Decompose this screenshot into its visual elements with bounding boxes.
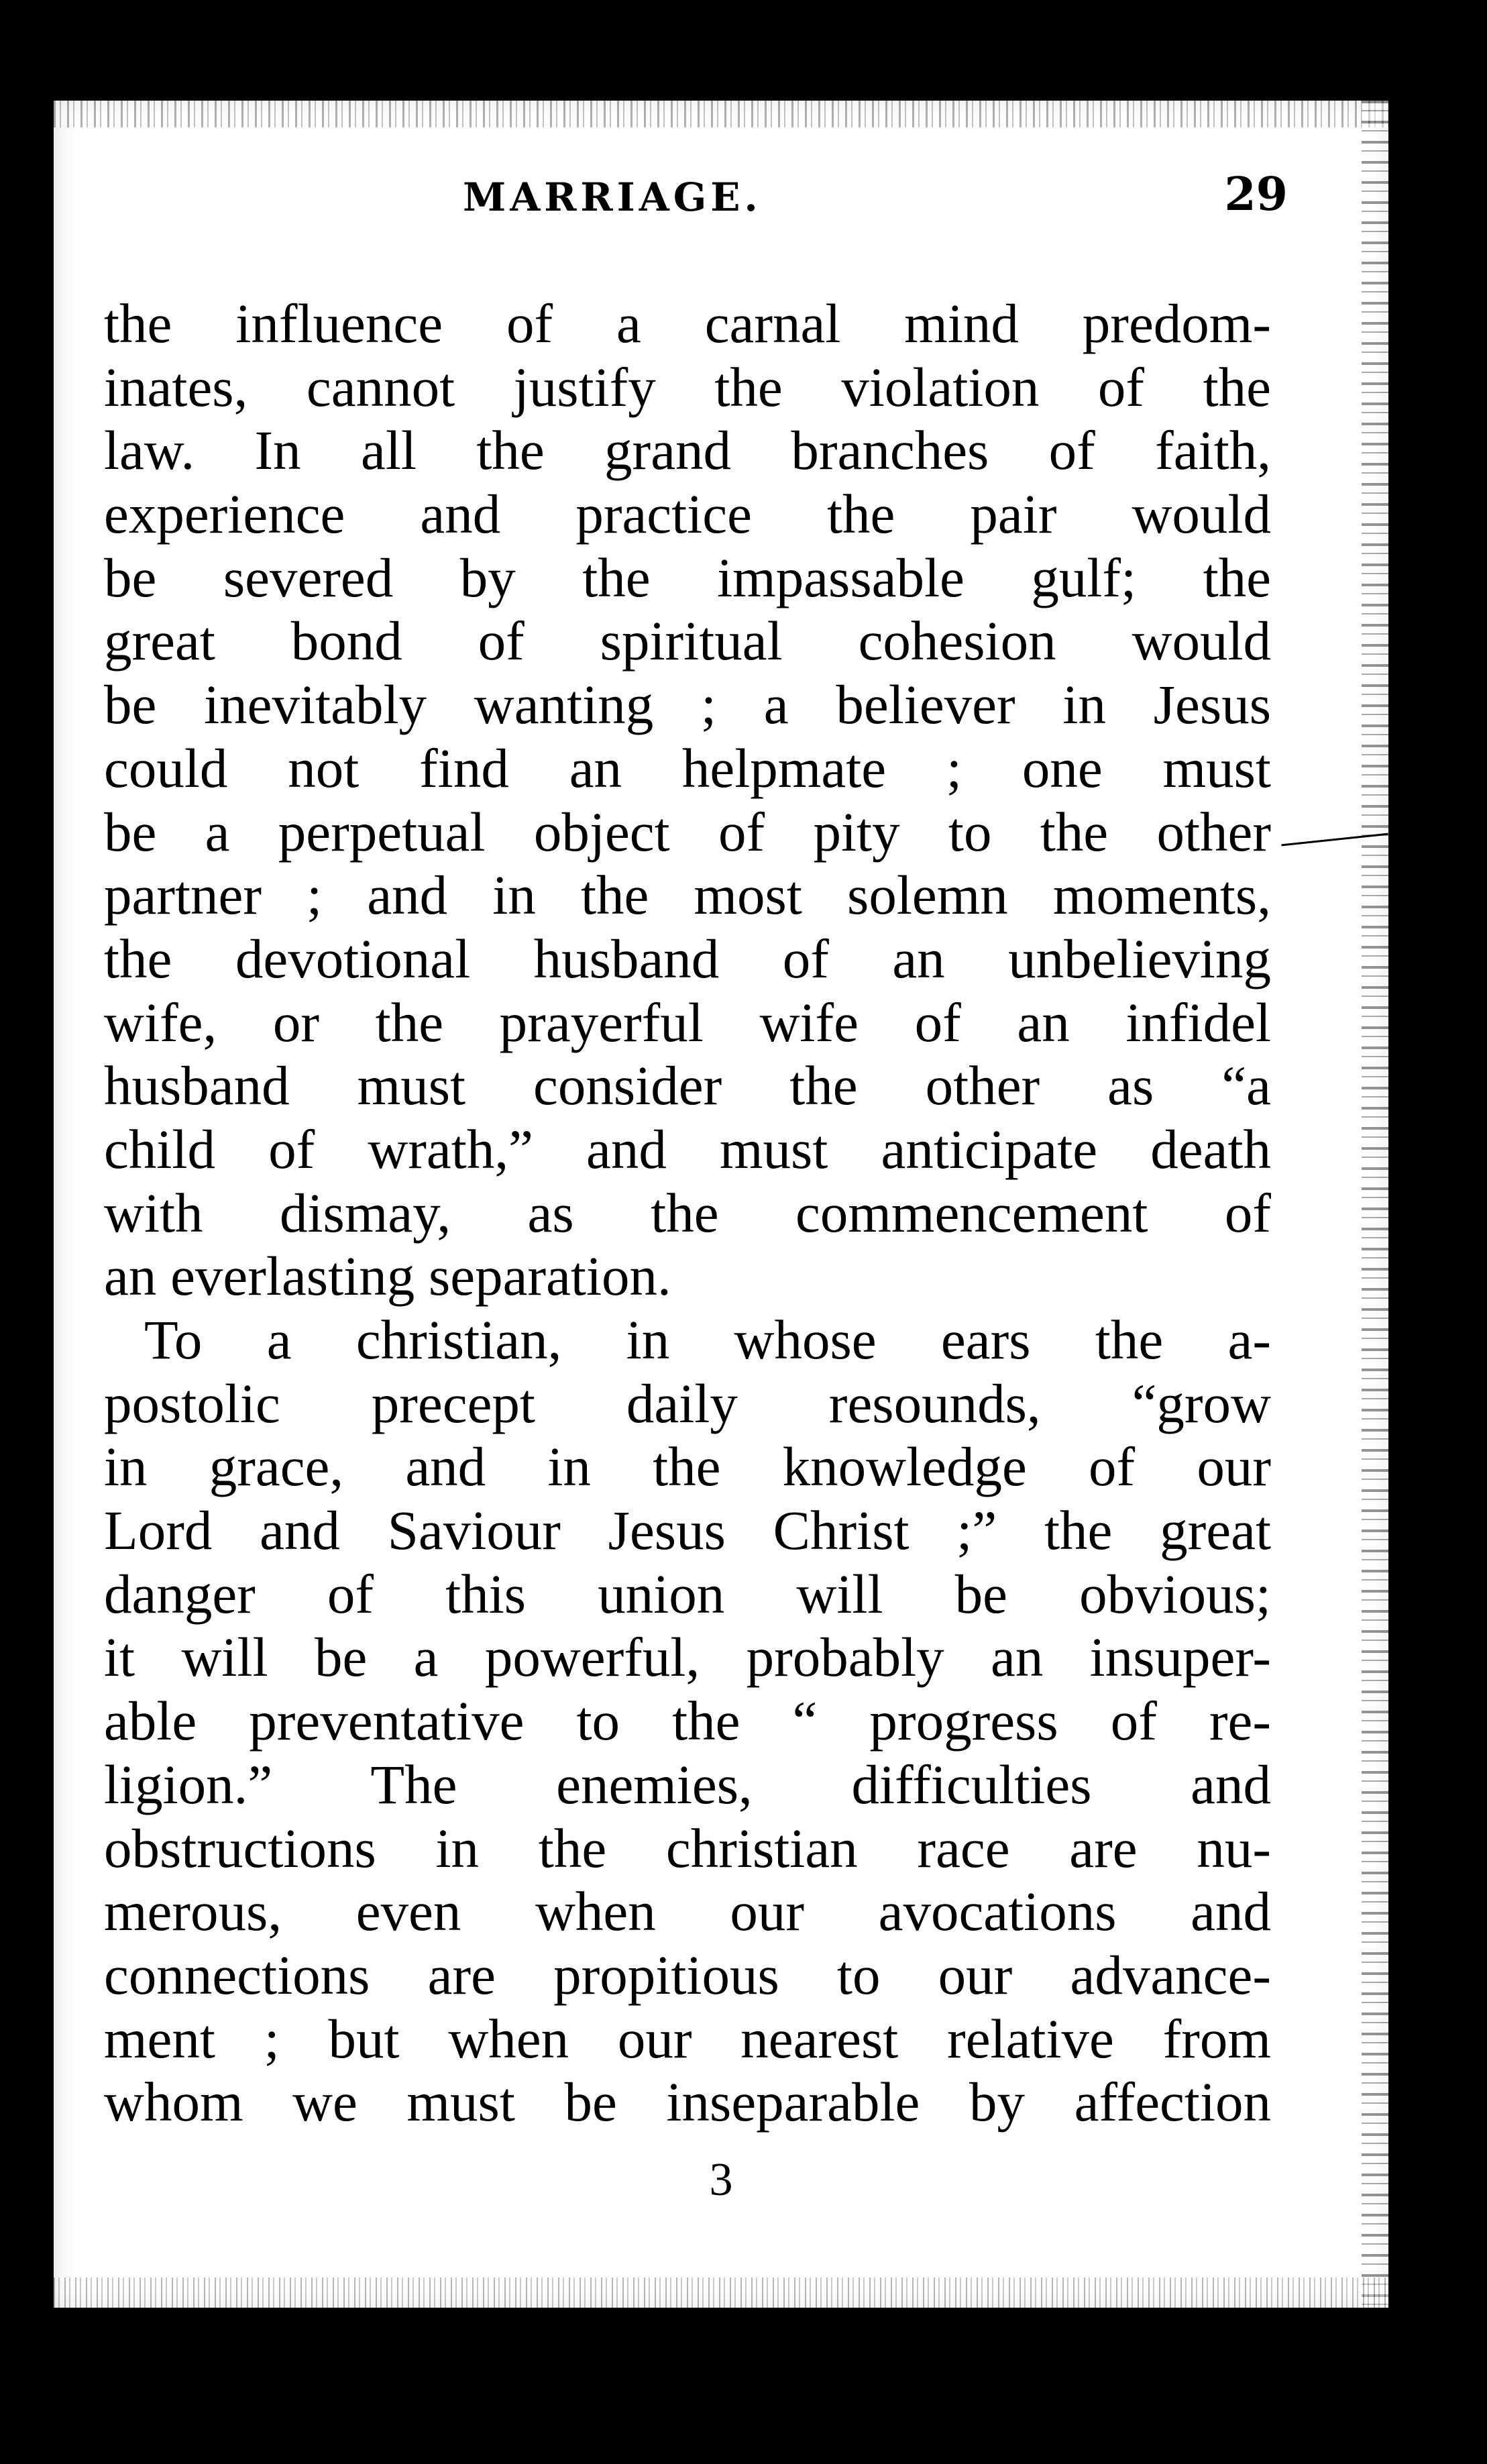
body-text [104,292,1271,2134]
book-page [54,101,1388,2308]
text-line: it will be a powerful, probably an insuper- [104,1626,1271,1689]
page-number: 29 [1224,168,1288,221]
text-line: be inevitably wanting ; a believer in Jesus [104,674,1271,736]
text-line: husband must consider the other as “a [104,1055,1271,1117]
text-line: able preventative to the “ progress of re- [104,1690,1271,1752]
text-line: with dismay, as the commencement of [104,1181,1271,1244]
text-line: partner ; and in the most solemn moments, [104,864,1271,926]
text-line: Lord and Saviour Jesus Christ ;” the great [104,1499,1271,1562]
text-line: great bond of spiritual cohesion would [104,610,1271,672]
running-head: MARRIAGE. [463,174,762,220]
page-edge [1362,101,1388,2308]
text-line: wife, or the prayerful wife of an infidel [104,991,1271,1053]
text-line: law. In all the grand branches of faith, [104,419,1271,482]
text-line: ligion.” The enemies, difficulties and [104,1753,1271,1815]
text-line: merous, even when our avocations and [104,1880,1271,1943]
text-line: be severed by the impassable gulf; the [104,546,1271,608]
text-line: in grace, and in the knowledge of our [104,1436,1271,1498]
text-line: be a perpetual object of pity to the other [104,800,1271,863]
text-line: inates, cannot justify the violation of the [104,356,1271,418]
text-line: child of wrath,” and must anticipate death [104,1118,1271,1180]
text-line: whom we must be inseparable by affection [104,2071,1271,2133]
text-line: danger of this union will be obvious; [104,1562,1271,1625]
text-line: the devotional husband of an unbelieving [104,927,1271,989]
text-line: connections are propitious to our advance- [104,1943,1271,2006]
text-line: obstructions in the christian race are nu- [104,1817,1271,1879]
text-line: ment ; but when our nearest relative from [104,2007,1271,2070]
text-line: the influence of a carnal mind predom- [104,292,1271,354]
text-line: postolic precept daily resounds, “grow [104,1372,1271,1434]
signature-mark: 3 [709,2154,733,2206]
text-line: experience and practice the pair would [104,483,1271,545]
text-line: To a christian, in whose ears the a- [144,1309,1271,1371]
text-line: an everlasting separation. [104,1245,671,1307]
text-line: could not find an helpmate ; one must [104,737,1271,799]
